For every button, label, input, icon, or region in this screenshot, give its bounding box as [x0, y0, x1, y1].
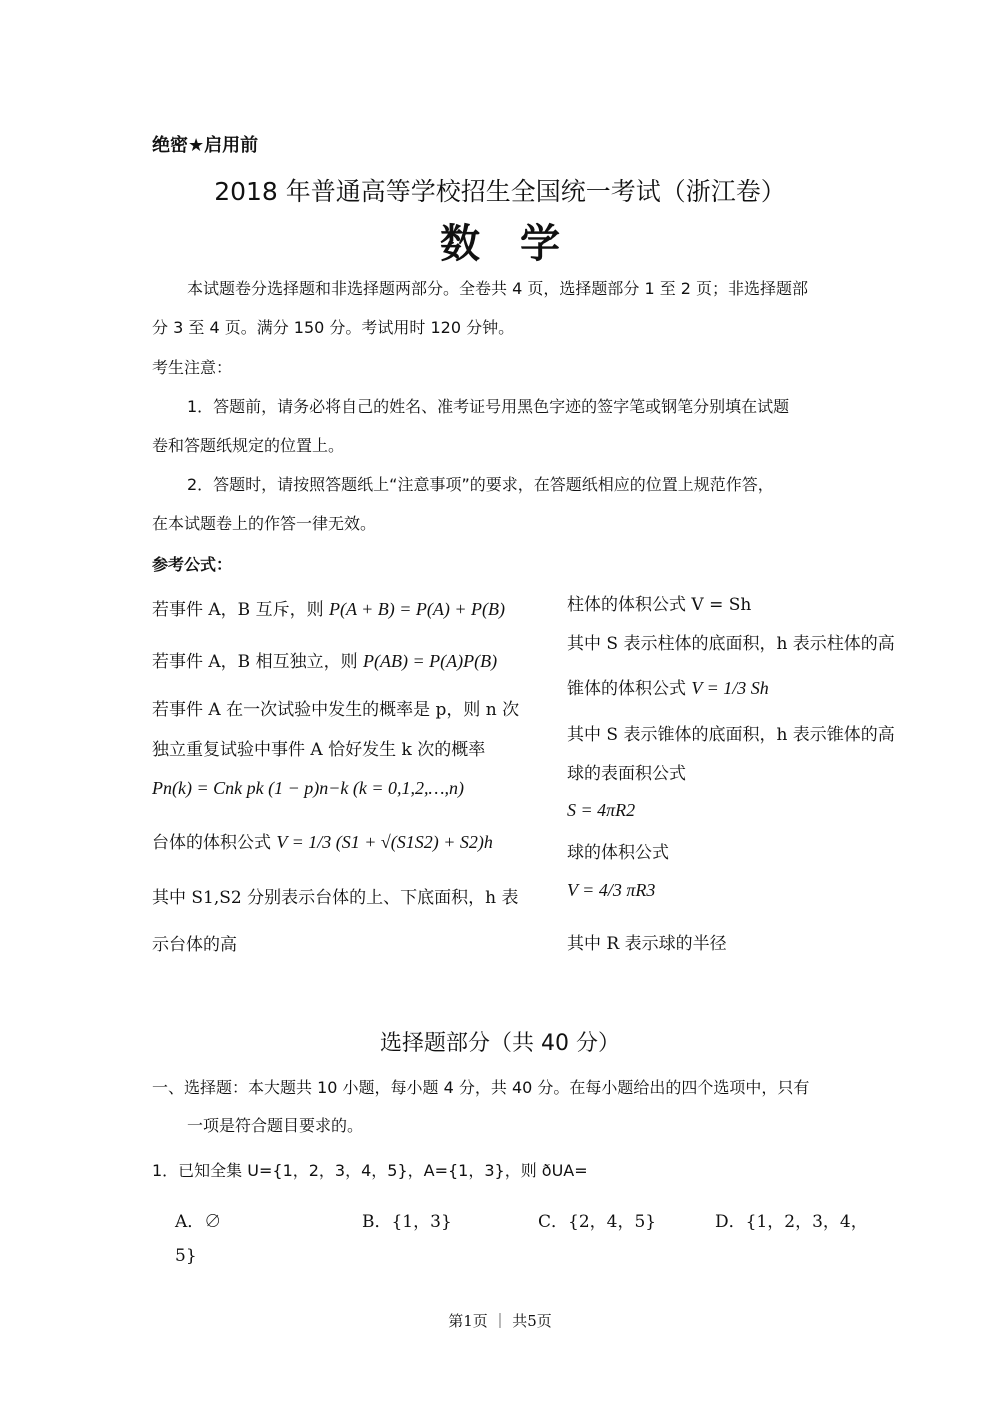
section-instruction-line-2: 一项是符合题目要求的。: [187, 1116, 364, 1135]
question-1-option-b: B．{1，3}: [362, 1212, 452, 1232]
formula-mutex: 若事件 A，B 互斥，则 P(A + B) = P(A) + P(B): [152, 599, 506, 620]
notice-heading: 考生注意：: [152, 358, 233, 377]
formulas-heading: 参考公式：: [152, 555, 233, 574]
formula-frustum-desc-2: 示台体的高: [152, 935, 237, 955]
confidential-mark: 绝密★启用前: [152, 135, 259, 156]
formula-sphere-area-expression: S = 4πR2: [567, 800, 636, 820]
section-instruction-line-1: 一、选择题：本大题共 10 小题，每小题 4 分，共 40 分。在每小题给出的四个选项中，只有: [152, 1078, 810, 1097]
subject-title: 数 学: [440, 221, 560, 267]
section-title: 选择题部分（共 40 分）: [380, 1031, 620, 1056]
formula-binomial-line-1: 若事件 A 在一次试验中发生的概率是 p，则 n 次: [152, 700, 520, 720]
formula-cone-desc: 其中 S 表示锥体的底面积，h 表示锥体的高: [567, 725, 895, 745]
formula-sphere-area-label: 球的表面积公式: [567, 764, 686, 784]
notice-item-1-line-2: 卷和答题纸规定的位置上。: [152, 436, 345, 455]
formula-independent: 若事件 A，B 相互独立，则 P(AB) = P(A)P(B): [152, 651, 498, 672]
question-1-stem: 1．已知全集 U={1，2，3，4，5}，A={1，3}，则 ðUA=: [152, 1161, 588, 1180]
notice-item-2-line-1: 2．答题时，请按照答题纸上“注意事项”的要求，在答题纸相应的位置上规范作答，: [187, 475, 774, 494]
intro-line-1: 本试题卷分选择题和非选择题两部分。全卷共 4 页，选择题部分 1 至 2 页；非选择题部: [187, 279, 809, 298]
formula-prism-desc: 其中 S 表示柱体的底面积，h 表示柱体的高: [567, 634, 895, 654]
formula-radius-desc: 其中 R 表示球的半径: [567, 934, 727, 954]
page-footer: 第1页 ｜ 共5页: [448, 1312, 552, 1330]
formula-mutex-expression: P(A + B) = P(A) + P(B): [328, 599, 506, 619]
question-1-option-d: D．{1，2，3，4，: [715, 1212, 868, 1232]
intro-line-2: 分 3 至 4 页。满分 150 分。考试用时 120 分钟。: [152, 318, 515, 337]
notice-item-2-line-2: 在本试题卷上的作答一律无效。: [152, 514, 377, 533]
formula-sphere-volume-label: 球的体积公式: [567, 843, 669, 863]
formula-frustum-expression: V = 1/3 (S1 + √(S1S2) + S2)h: [276, 832, 493, 852]
formula-cone: 锥体的体积公式 V = 1/3 Sh: [567, 678, 769, 699]
formula-frustum-desc-1: 其中 S1,S2 分别表示台体的上、下底面积，h 表: [152, 888, 519, 908]
formula-binomial-expression: Pn(k) = Cnk pk (1 − p)n−k (k = 0,1,2,…,n): [152, 778, 465, 798]
exam-title: 2018 年普通高等学校招生全国统一考试（浙江卷）: [214, 177, 786, 206]
question-1-option-c: C．{2，4，5}: [538, 1212, 657, 1232]
formula-frustum: 台体的体积公式 V = 1/3 (S1 + √(S1S2) + S2)h: [152, 832, 493, 853]
question-1-option-a: A．∅: [175, 1212, 222, 1232]
notice-item-1-line-1: 1．答题前，请务必将自己的姓名、准考证号用黑色字迹的签字笔或钢笔分别填在试题: [187, 397, 790, 416]
question-1-option-d-wrap: 5}: [175, 1246, 197, 1266]
formula-binomial-line-2: 独立重复试验中事件 A 恰好发生 k 次的概率: [152, 740, 486, 760]
formula-cone-expression: V = 1/3 Sh: [691, 678, 769, 698]
formula-sphere-volume-expression: V = 4/3 πR3: [567, 880, 656, 900]
formula-prism: 柱体的体积公式 V = Sh: [567, 595, 752, 615]
formula-independent-expression: P(AB) = P(A)P(B): [362, 651, 498, 671]
